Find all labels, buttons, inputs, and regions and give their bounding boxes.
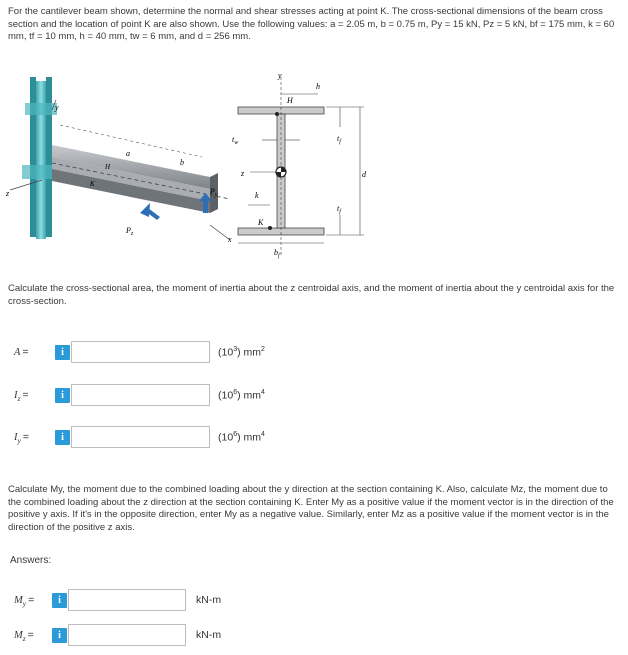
dim-a-label: a (126, 149, 130, 158)
area-symbol: A (14, 347, 21, 358)
iy-unit: $(10^6)$ $mm^4$ (218, 431, 265, 444)
tf-bot-sub: f (339, 209, 341, 215)
tf-top-label: t (337, 134, 340, 143)
svg-text:bf (274, 248, 281, 259)
area-input[interactable] (71, 341, 210, 363)
info-icon[interactable]: i (55, 430, 70, 445)
Pz-sub: z (130, 231, 134, 237)
section-y-label: y (278, 71, 282, 80)
svg-text:tw (232, 135, 238, 146)
section-K-label: K (258, 218, 264, 227)
info-icon[interactable]: i (55, 388, 70, 403)
load-Pz-arrow (140, 203, 160, 220)
svg-text:tf (337, 204, 342, 215)
iz-input[interactable] (71, 384, 210, 406)
H-label: H (105, 163, 111, 171)
section-k-label: k (255, 191, 259, 200)
bf-label: b (274, 248, 278, 257)
tw-label: t (232, 135, 235, 144)
part1-instructions: Calculate the cross-sectional area, the moment of inertia about the z centroidal axis, and the moment of inertia about the y centroidal axis for the cross-section. (8, 283, 615, 307)
iz-unit: $(10^6)$ $mm^4$ (218, 389, 265, 402)
area-row: A = i $(10^3)$ $mm^2$ (0, 340, 628, 366)
z-axis-label: z (6, 189, 10, 198)
beam-figure (0, 65, 628, 275)
problem-intro: For the cantilever beam shown, determine the normal and shear stresses acting at point K. The cross-sectional dimensions of the beam cross section and the location of point K are also shown. Use the following values: a = 2.05 m, b = 0.75 m, Py = 15 kN, Pz = 5 kN, bf = 175 mm, k = 60 mm, tf = 10 mm, h = 40 mm, tw = 6 mm, and d = 256 mm. (8, 6, 615, 42)
my-row: $M_y$ = i kN-m (0, 588, 628, 614)
dim-b-label: b (180, 158, 184, 167)
section-H-label: H (287, 96, 293, 105)
section-d-label: d (362, 170, 366, 179)
my-symbol: M (14, 595, 23, 606)
info-icon[interactable]: i (52, 593, 67, 608)
info-icon[interactable]: i (55, 345, 70, 360)
mz-row: $M_z$ = i kN-m (0, 623, 628, 649)
y-axis-label: y (55, 103, 59, 112)
iy-symbol: I (14, 432, 18, 443)
K-label: K (90, 180, 95, 188)
iz-symbol: I (14, 390, 18, 401)
mz-input[interactable] (68, 624, 186, 646)
iz-row: $I_z$ = i $(10^6)$ $mm^4$ (0, 383, 628, 409)
tw-sub: w (234, 140, 239, 146)
area-unit: $(10^3)$ $mm^2$ (218, 346, 265, 359)
svg-text:tf (337, 134, 342, 145)
mz-symbol: M (14, 630, 23, 641)
Pz-label: P (126, 226, 131, 235)
answers-label: Answers: (10, 555, 52, 566)
my-input[interactable] (68, 589, 186, 611)
cross-section (238, 77, 324, 255)
info-icon[interactable]: i (52, 628, 67, 643)
tf-bot-label: t (337, 204, 340, 213)
mz-unit: kN-m (196, 629, 222, 641)
tf-top-sub: f (339, 139, 341, 145)
svg-text:Pz (125, 226, 134, 237)
iy-input[interactable] (71, 426, 210, 448)
x-axis-label: x (228, 235, 232, 244)
bf-sub: f (278, 253, 280, 259)
part2-instructions: Calculate My, the moment due to the combined loading about the y direction at the section containing K. Also, calculate Mz, the moment due to the combined loading about the z direction at the section containing K. Enter My as a positive value if the moment vector is in the direction of the positive y axis. If it's in the opposite direction, enter My as a negative value. Similarly, enter Mz as a positive value if the moment vector is in the direction of the positive z axis. (8, 484, 614, 533)
section-h-label: h (316, 82, 320, 91)
Py-sub: y (214, 192, 218, 198)
my-unit: kN-m (196, 594, 222, 606)
iy-row: $I_y$ = i $(10^6)$ $mm^4$ (0, 425, 628, 451)
Py-label: P (210, 187, 215, 196)
section-z-label: z (241, 169, 245, 178)
